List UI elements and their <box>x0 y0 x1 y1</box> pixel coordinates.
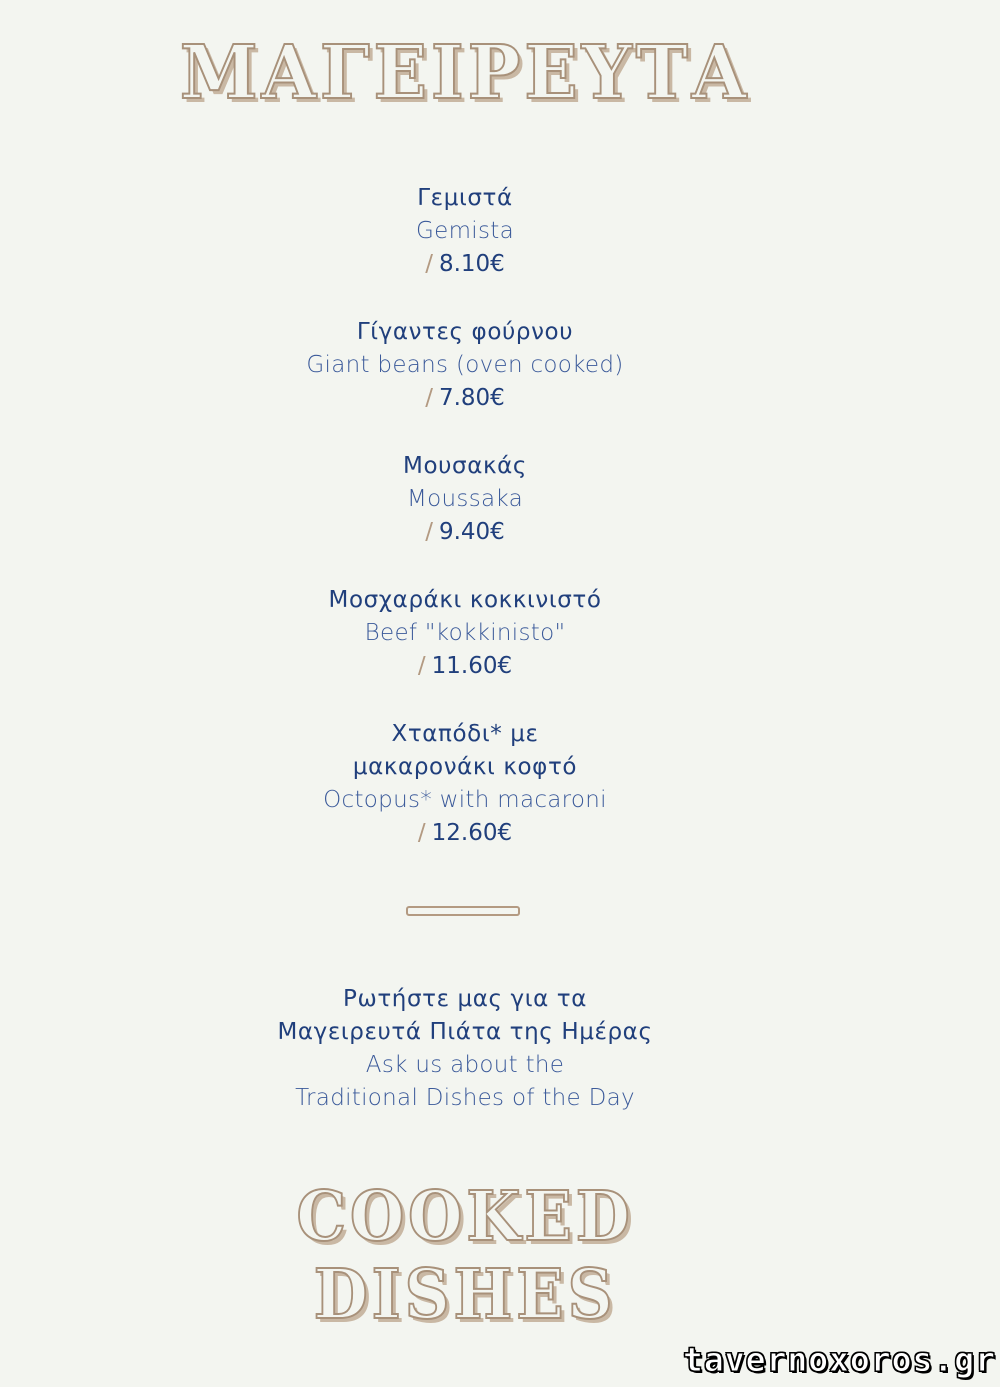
watermark: tavernoxoros.gr <box>682 1340 996 1379</box>
dish-price: 11.60€ <box>431 653 513 679</box>
dish-item <box>0 450 930 549</box>
dish-list <box>0 182 930 885</box>
dish-price: 9.40€ <box>438 519 505 545</box>
dish-price-line <box>0 817 930 850</box>
price-slash: / <box>417 653 426 679</box>
footer-title-line2: DISHES <box>313 1255 617 1335</box>
dish-greek-name-line2: μακαρονάκι κοφτό <box>352 754 578 780</box>
note-greek-line2: Μαγειρευτά Πιάτα της Ημέρας <box>277 1019 653 1045</box>
dish-item <box>0 584 930 683</box>
note-english-line1: Ask us about the <box>365 1052 565 1078</box>
note-greek-line1: Ρωτήστε μας για τα <box>342 986 587 1012</box>
dish-greek-name: Γίγαντες φούρνου <box>356 319 574 345</box>
dish-english-name: Gemista <box>416 218 514 244</box>
dish-price-line <box>0 248 930 281</box>
dish-english-name: Giant beans (oven cooked) <box>306 352 624 378</box>
dish-english-name: Beef "kokkinisto" <box>364 620 566 646</box>
dish-greek-name-line1: Χταπόδι* με <box>391 721 539 747</box>
dish-greek-name: Μοσχαράκι κοκκινιστό <box>328 587 602 613</box>
price-slash: / <box>425 385 433 411</box>
dish-price-line <box>0 382 930 415</box>
price-slash: / <box>425 251 433 277</box>
dish-item <box>0 182 930 281</box>
daily-dishes-note <box>0 983 930 1115</box>
note-english-line2: Traditional Dishes of the Day <box>295 1085 635 1111</box>
divider-bar <box>406 906 520 916</box>
footer-title-line1: COOKED <box>296 1177 634 1257</box>
dish-price: 8.10€ <box>438 251 505 277</box>
dish-english-name: Moussaka <box>407 486 523 512</box>
page-title: ΜΑΓΕΙΡΕΥΤΑ <box>179 30 751 116</box>
dish-item <box>0 316 930 415</box>
dish-english-name: Octopus* with macaroni <box>323 787 607 813</box>
dish-price: 7.80€ <box>438 385 505 411</box>
dish-greek-name: Γεμιστά <box>417 185 513 211</box>
divider-ornament <box>406 906 520 918</box>
dish-price-line <box>0 516 930 549</box>
dish-greek-name: Μουσακάς <box>403 453 527 479</box>
dish-price: 12.60€ <box>431 820 513 846</box>
dish-item <box>0 718 930 850</box>
price-slash: / <box>417 820 426 846</box>
price-slash: / <box>425 519 433 545</box>
dish-price-line <box>0 650 930 683</box>
